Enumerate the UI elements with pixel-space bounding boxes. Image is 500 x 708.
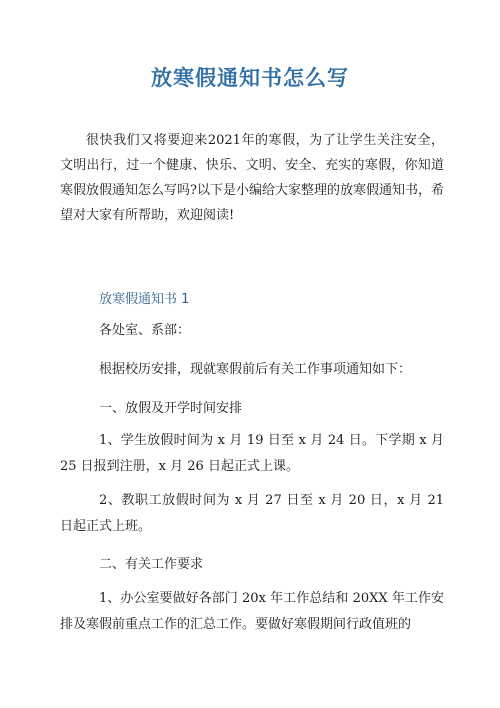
item1-heading: 一、放假及开学时间安排	[99, 401, 243, 416]
salutation: 各处室、系部：	[99, 323, 191, 338]
item1-paragraph-2: 2、教职工放假时间为 x 月 27 日至 x 月 20 日，x 月 21 日起正式上班。	[60, 493, 444, 534]
notice-line: 根据校历安排，现就寒假前后有关工作事项通知如下：	[99, 362, 412, 377]
section-heading: 放寒假通知书 1	[99, 292, 190, 307]
item2-paragraph-1: 1、办公室要做好各部门 20x 年工作总结和 20XX 年工作安排及寒假前重点工作的汇总工作。要做好寒假期间行政值班的	[60, 591, 444, 632]
intro-paragraph: 很快我们又将要迎来2021年的寒假，为了让学生关注安全，文明出行，过一个健康、快乐、文明、安全、充实的寒假，你知道寒假放假通知怎么写吗?以下是小编给大家整理的放寒假通知书，希望对大家有所帮助，欢迎阅读!	[60, 133, 444, 223]
document-title: 放寒假通知书怎么写	[151, 66, 349, 90]
item2-heading: 二、有关工作要求	[99, 557, 204, 572]
item1-paragraph-1: 1、学生放假时间为 x 月 19 日至 x 月 24 日。下学期 x 月 25 日报到注册，x 月 26 日起正式上课。	[60, 433, 444, 474]
